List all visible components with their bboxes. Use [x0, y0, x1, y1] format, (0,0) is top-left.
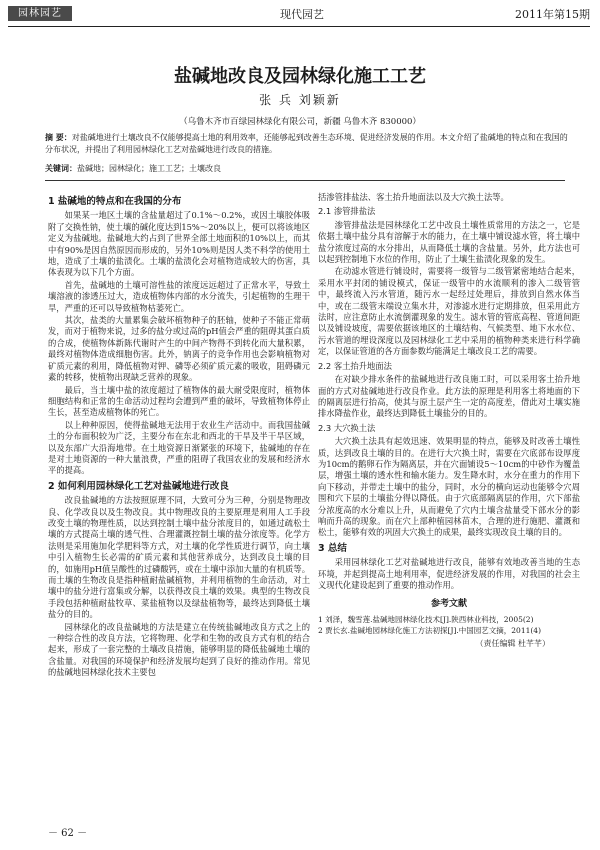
subsection-heading: 2.3 大穴换土法 — [318, 422, 376, 433]
paragraph: 在对缺少排水条件的盐碱地进行改良施工时，可以采用客土抬升地面的方式对盐碱地进行改良作业。此方法的原理是利用客土将地面的下的隔离层进行抬高，使其与原土层产生一定的高度差，借此对土壤实施排水降盐作业，最终达到降低土壤盐分的目的。 — [318, 374, 580, 419]
article-title: 盐碱地改良及园林绿化施工工艺 — [174, 66, 426, 87]
paragraph: 渗管排盐法是园林绿化工艺中改良土壤性质常用的方法之一，它是依据土壤中盐分具有溶解于水的能力，在土壤中铺设滤水管，将土壤中盐分浓度过高的水分排出，从而降低土壤的含盐量。另外，此方法也可以起到控制地下水位的作用，防止了土壤生盐渍化现象的发生。 — [318, 219, 580, 265]
reference-item: 1 刘泽，魏雪莲.盐碱地园林绿化技术[J].陕西林业科技，2005(2) — [318, 614, 534, 624]
paragraph: 最后，当土壤中盐的浓度超过了植物体的最大耐受限度时，植物体细胞结构和正常的生命活动过程均会遭到严重的破坏，导致植物体停止生长，甚至造成植物体的死亡。 — [48, 384, 310, 418]
paragraph: 其次，盐类的大量累集会破坏植物种子的胚轴，使种子不能正常萌发，而对于植物来说，过多的盐分或过高的pH值会严重的阻碍其蛋白质的合成，使植物体新陈代谢时产生的中间产物得不到转化而大量积累，最终对植物体造成细胞伤害。此外，钠离子的竞争作用也会影响植物对矿质元素的利用，降低植物对钾、磷等必须矿质元素的吸收，阻碍磷元素的转移，使植物出现缺乏营养的现象。 — [48, 315, 310, 383]
references-title: 参考文献 — [430, 599, 467, 610]
subsection-heading: 2.2 客土抬升地面法 — [318, 360, 392, 371]
paragraph: 以上种种原因，使得盐碱地无法用于农业生产活动中。而我国盐碱土的分布面积较为广泛，主要分布在东北和西北的干旱及半干旱区域，以及东部广大沿海地带。在土地资源日渐紧张的环境下，盐碱地的存在是对土地资源的一种大量浪费，严重的阻碍了我国农业的发展和经济水平的提高。 — [48, 419, 310, 476]
article-authors: 张 兵 刘颖新 — [259, 93, 341, 107]
keywords-label: 关键词： — [45, 164, 77, 173]
abstract-label: 摘 要： — [45, 133, 72, 142]
section-badge: 园林园艺 — [8, 6, 72, 21]
paragraph: 首先，盐碱地的土壤可溶性盐的浓度远远超过了正常水平，导致土壤溶液的渗透压过大，造成植物体内部的水分流失，引起植物的生理干旱，严重的还可以导致植物枯萎死亡。 — [48, 279, 310, 313]
keywords — [45, 163, 575, 174]
abstract — [45, 132, 575, 155]
reference-item: 2 贾长玄.盐碱地园林绿化施工方法初探[J].中国园艺文摘，2011(4) — [318, 625, 541, 635]
paragraph: 采用园林绿化工艺对盐碱地进行改良，能够有效地改善当地的生态环境，并起到提高土地利用率，促进经济发展的作用，对我国的社会主义现代化建设起到了重要的推动作用。 — [318, 557, 580, 590]
section-heading: 2 如何利用园林绿化工艺对盐碱地进行改良 — [48, 480, 229, 492]
paragraph: 如果某一地区土壤的含盐量超过了0.1%～0.2%，或因土壤胶体吸附了交换性钠，使土壤的碱化度达到15%～20%以上，便可以将该地区定义为盐碱地。盐碱地大约占到了世界全部土地面积的10%以上，而其中有90%是因自然原因而形成的，另外10%则是因人类不科学的使用土地，造成了土壤的盐渍化。土壤的盐渍化会对植物造成较大的伤害，具体表现为以下几个方面。 — [48, 210, 310, 278]
issue-number: 2011年第15期 — [515, 8, 590, 21]
abstract-divider — [45, 180, 565, 181]
paragraph: 在动滤水管进行铺设时，需要将一级管与二级管紧密地结合起来，采用水平封闭的铺设模式，保证一级管中的水流顺利的渗入二级管管中，最终流入污水管道，随污水一起经过处理后，排放到自然水体当中，或在二级管末端设立集水井，对渗滤水进行定期排放，但采用此方法时，应注意防止水流倒灌现象的发生。滤水管的管底高程、管道间距以及铺设坡度，需要依据该地区的土壤结构、气候类型、地下水水位、污水管道的埋设深度以及园林绿化工艺中采用的植物种类来进行科学确定，以保证管道的各方面参数均能满足土壤改良工艺的需要。 — [318, 266, 580, 357]
paragraph-continued: 括渗管排盐法、客土抬升地面法以及大穴换土法等。 — [318, 192, 509, 202]
left-column — [48, 192, 310, 680]
page-header — [0, 0, 600, 30]
section-heading: 1 盐碱地的特点和在我国的分布 — [48, 196, 182, 207]
subsection-heading: 2.1 渗管排盐法 — [318, 206, 376, 217]
journal-name: 现代园艺 — [280, 8, 324, 21]
paragraph: 园林绿化的改良盐碱地的方法是建立在传统盐碱地改良方式之上的一种综合性的改良方法，它将物理、化学和生物的改良方式有机的结合起来，形成了一套完整的土壤改良措施，能够明显的降低盐碱地土壤的含盐量。对我国的环境保护和经济发展均起到了良好的推动作用。常见的盐碱地园林绿化技术主要包 — [48, 621, 310, 678]
page-number: － 62 － — [48, 828, 88, 839]
keywords-text: 盐碱地；园林绿化；施工工艺；土壤改良 — [77, 164, 221, 173]
abstract-text: 对盐碱地进行土壤改良不仅能够提高土地的利用效率，还能够起到改善生态环境、促进经济发展的作用。本文介绍了盐碱地的特点和在我国的分布状况，并提出了利用园林绿化工艺对盐碱地进行改良的措施。 — [45, 133, 568, 154]
paragraph: 改良盐碱地的方法按照原理不同，大致可分为三种，分别是物理改良、化学改良以及生物改良。其中物理改良的主要原理是利用人工手段改变土壤的物理性质，以达到控制土壤中盐分浓度目的，如通过疏松土壤的方式提高土壤的透气性、合理灌溉控制土壤的盐分浓度等。化学方法则是采用施加化学肥料等方式，对土壤的化学性质进行调节，向土壤中引入植物生长必需的矿质元素和其他营养成分，达到改良土壤的目的，如施用pH值呈酸性的过磷酸钙，或在土壤中添加大量的有机质等。而土壤的生物改良是指种植耐盐碱植物，并利用植物的生命活动，对土壤中的盐分进行富集或分解，以获得改良土壤的效果。典型的生物改良手段包括种植耐盐牧草、菜盐植物以及绿盐植物等，最终达到降低土壤盐分的目的。 — [48, 495, 310, 620]
section-heading: 3 总结 — [318, 542, 347, 554]
right-column — [318, 192, 580, 649]
editor-note: （责任编辑 杜芊芊） — [475, 638, 550, 648]
paragraph: 大穴换土法具有起效迅速、效果明显的特点，能够及时改善土壤性质，达到改良土壤的目的。在进行大穴换土时，需要在穴底部布设厚度为10cm的鹅卵石作为隔离层，并在穴面铺设5～10cm的中砂作为覆盖层，增强土壤的透水性和输水能力。发生降水时，水分在重力的作用下向下移动，并带走土壤中的盐分，同时，水分的横向运动也能够令穴周围和穴下层的土壤盐分得以降低。由于穴底部隔离层的作用，穴下部盐分浓度高的水分难以上升，从而避免了穴内土壤含盐量受下部水分的影响而升高的现象。而在穴上部种植园林苗木，合理的进行施肥、灌溉和松土，能够有效的巩固大穴换土的成果，最终实现改良土壤的目的。 — [318, 436, 580, 538]
header-rule — [8, 26, 590, 27]
author-affiliation: （乌鲁木齐市百绿园林绿化有限公司，新疆 乌鲁木齐 830000） — [179, 117, 421, 127]
